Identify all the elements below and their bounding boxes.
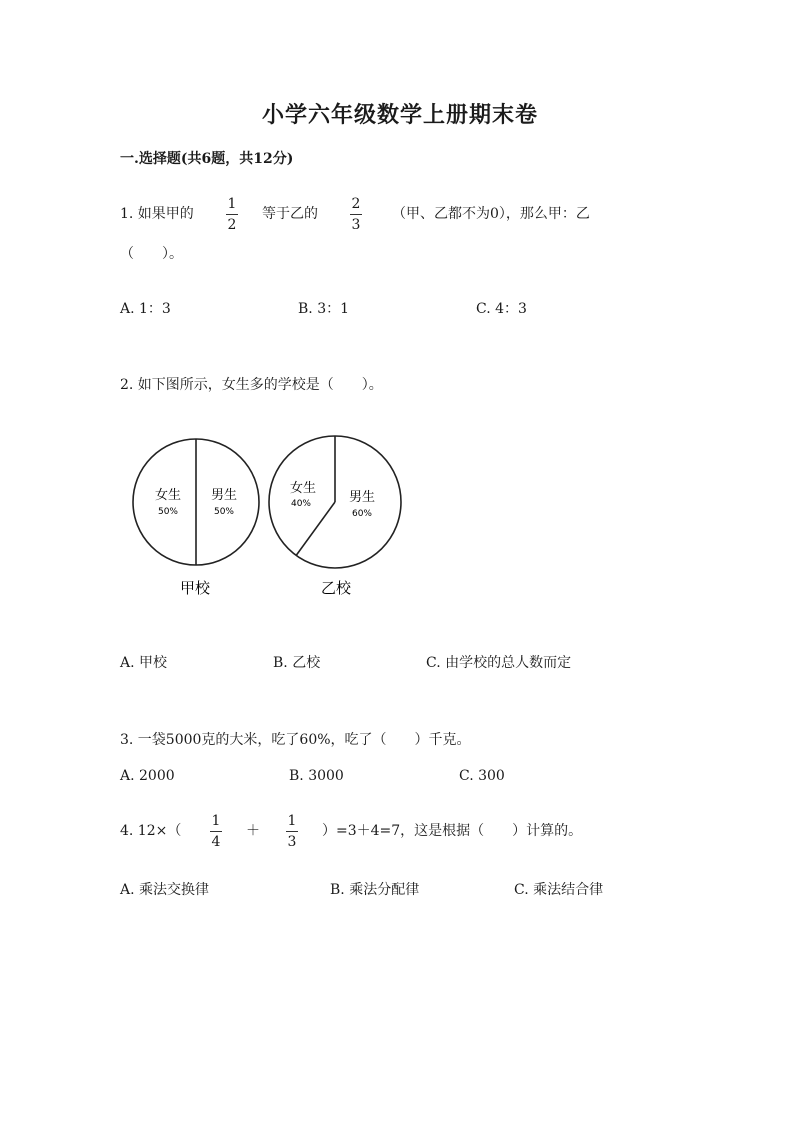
pie-chart-school-a [133,439,259,597]
q4-text-b: ）=3＋4=7，这是根据（ ）计算的。 [322,823,583,839]
q1-frac2-numerator: 2 [351,196,361,212]
q1-frac2-denominator: 3 [351,217,361,233]
q4-option-c: C. 乘法结合律 [514,882,604,898]
fraction-bar [350,214,362,215]
pie-b-boys-pct: 60% [351,509,373,519]
q4-text-a: 4. 12×（ [120,823,182,839]
q3-option-a: A. 2000 [120,768,175,784]
q1-option-a: A. 1：3 [120,301,171,317]
q2-option-c: C. 由学校的总人数而定 [426,655,572,671]
pie-a-girls-pct: 50% [157,507,179,517]
pie-b-girls-label: 女生 [289,481,317,496]
fraction-bar [226,214,238,215]
pie-a-school-label: 甲校 [179,579,211,597]
q2-text: 2. 如下图所示，女生多的学校是（ ）。 [120,377,383,393]
q1-fraction-2 [350,196,362,233]
q4-fraction-1 [210,813,222,850]
pie-a-girls-label: 女生 [154,488,182,503]
q3-option-c: C. 300 [459,768,505,784]
q1-fraction-1 [226,196,238,233]
q1-frac1-denominator: 2 [227,217,237,233]
q2-option-a: A. 甲校 [120,655,168,671]
q3-option-b: B. 3000 [289,768,344,784]
q4-frac1-numerator: 1 [211,813,221,829]
q1-text-a: 1. 如果甲的 [120,206,194,222]
q3-text: 3. 一袋5000克的大米，吃了60%，吃了（ ）千克。 [120,732,471,748]
pie-chart-school-b [269,436,401,597]
q4-fraction-2 [286,813,298,850]
pie-b-school-label: 乙校 [320,579,352,597]
pie-b-girls-pct: 40% [290,499,312,509]
q4-option-a: A. 乘法交换律 [120,882,210,898]
pie-b-boys-label: 男生 [348,490,376,505]
q2-option-b: B. 乙校 [273,655,321,671]
q4-option-b: B. 乘法分配律 [330,882,420,898]
q4-frac2-numerator: 1 [287,813,297,829]
q4-frac1-denominator: 4 [211,834,221,850]
q4-frac2-denominator: 3 [287,834,297,850]
pie-a-boys-label: 男生 [210,488,238,503]
q1-text-b: 等于乙的 [262,206,318,222]
q1-option-c: C. 4：3 [476,301,527,317]
fraction-bar [286,831,298,832]
section-heading: 一.选择题(共6题，共12分) [120,151,294,167]
q1-text-d: （ ）。 [120,246,183,262]
q2-pie-charts [120,425,420,605]
pie-a-boys-pct: 50% [213,507,235,517]
q1-option-b: B. 3：1 [298,301,350,317]
q4-plus: ＋ [246,823,260,839]
page-title: 小学六年级数学上册期末卷 [261,102,538,128]
q1-text-c: （甲、乙都不为0），那么甲：乙 [392,206,590,222]
fraction-bar [210,831,222,832]
q1-frac1-numerator: 1 [227,196,237,212]
